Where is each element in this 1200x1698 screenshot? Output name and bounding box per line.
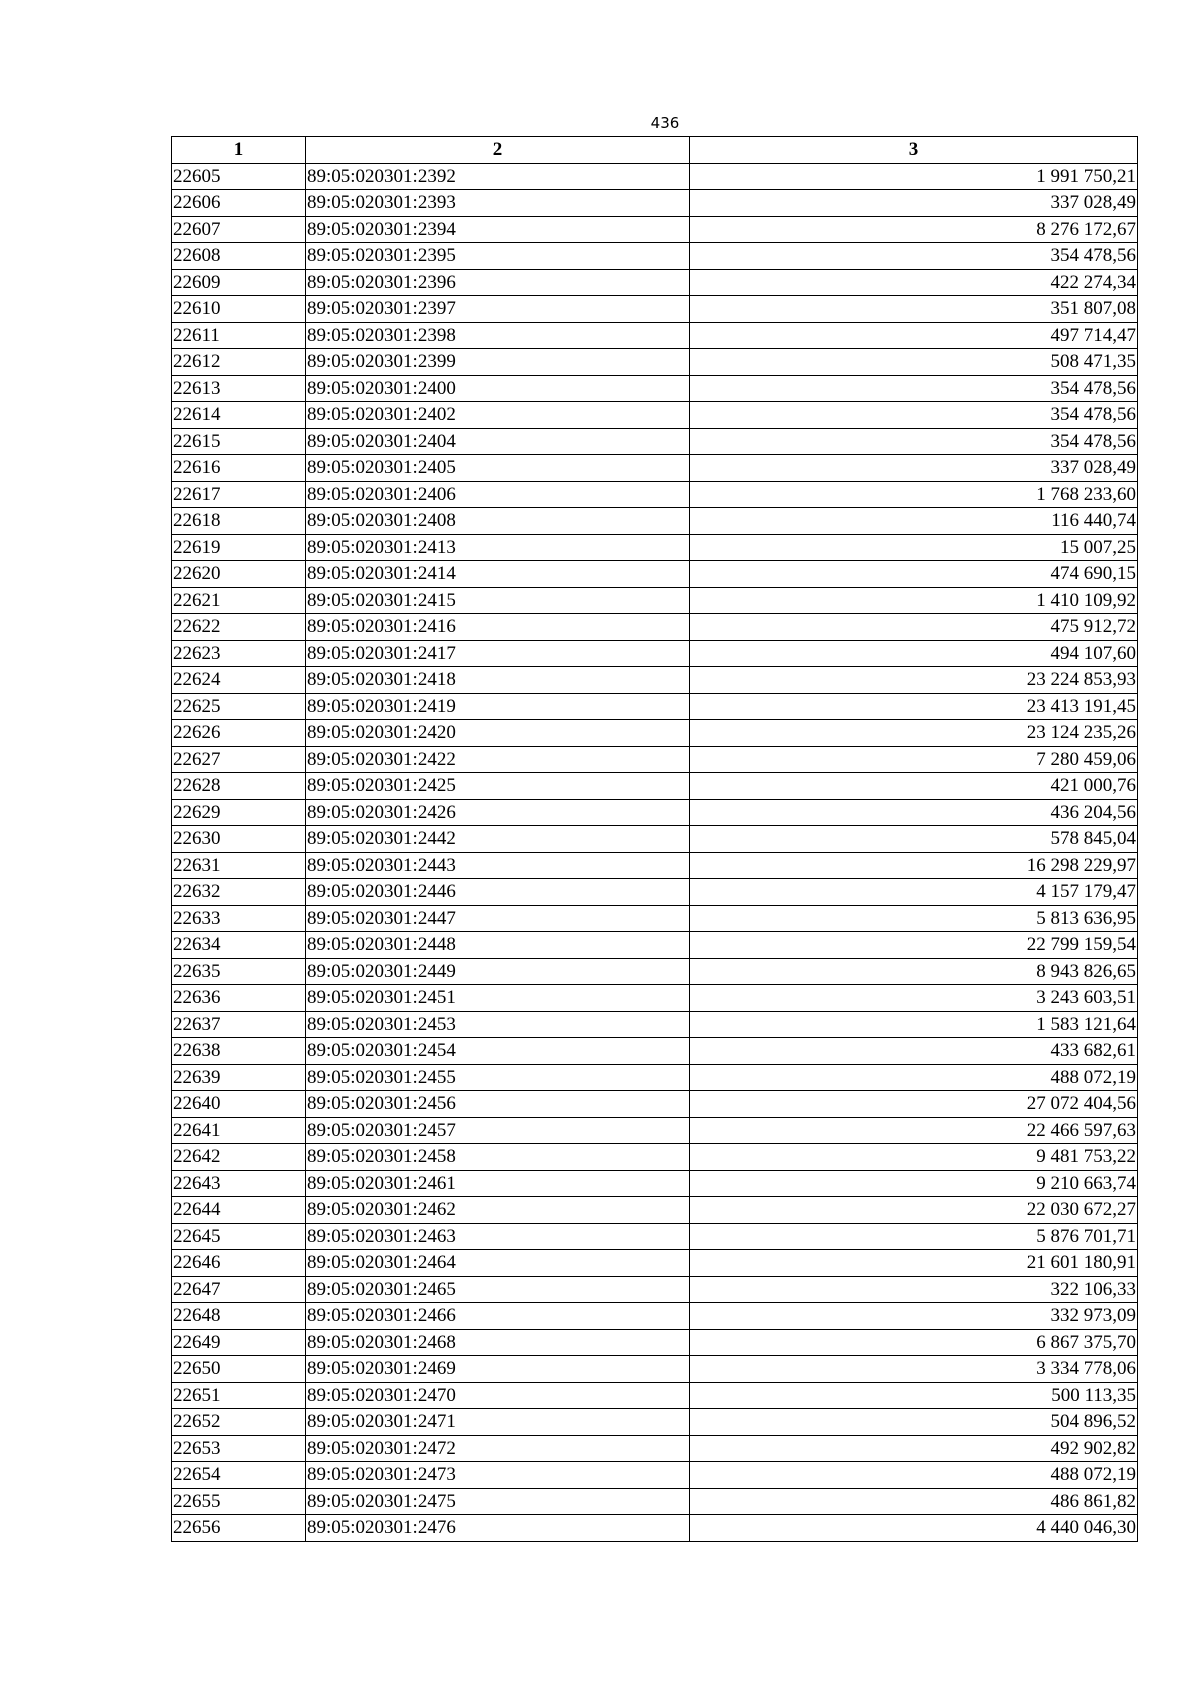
row-number-cell: 22605 xyxy=(172,163,306,190)
row-number-cell: 22632 xyxy=(172,879,306,906)
cadastral-value-cell: 23 224 853,93 xyxy=(690,667,1138,694)
cadastral-number-cell: 89:05:020301:2399 xyxy=(306,349,690,376)
cadastral-value-cell: 475 912,72 xyxy=(690,614,1138,641)
table-row xyxy=(172,428,1138,455)
cadastral-number-cell: 89:05:020301:2420 xyxy=(306,720,690,747)
cadastral-value-cell: 5 813 636,95 xyxy=(690,905,1138,932)
row-number-cell: 22629 xyxy=(172,799,306,826)
cadastral-value-cell: 5 876 701,71 xyxy=(690,1223,1138,1250)
row-number-cell: 22609 xyxy=(172,269,306,296)
row-number-cell: 22655 xyxy=(172,1488,306,1515)
table-header-row xyxy=(172,137,1138,164)
cadastral-number-cell: 89:05:020301:2396 xyxy=(306,269,690,296)
row-number-cell: 22620 xyxy=(172,561,306,588)
table-row xyxy=(172,1276,1138,1303)
table-row xyxy=(172,826,1138,853)
cadastral-number-cell: 89:05:020301:2455 xyxy=(306,1064,690,1091)
table-row xyxy=(172,667,1138,694)
table-row xyxy=(172,1144,1138,1171)
cadastral-number-cell: 89:05:020301:2395 xyxy=(306,243,690,270)
cadastral-value-cell: 116 440,74 xyxy=(690,508,1138,535)
cadastral-value-cell: 1 583 121,64 xyxy=(690,1011,1138,1038)
table-row xyxy=(172,1250,1138,1277)
table-row xyxy=(172,1515,1138,1542)
cadastral-value-cell: 488 072,19 xyxy=(690,1462,1138,1489)
cadastral-value-cell: 497 714,47 xyxy=(690,322,1138,349)
cadastral-number-cell: 89:05:020301:2442 xyxy=(306,826,690,853)
table-row xyxy=(172,614,1138,641)
table-row xyxy=(172,1038,1138,1065)
cadastral-number-cell: 89:05:020301:2425 xyxy=(306,773,690,800)
table-row xyxy=(172,985,1138,1012)
cadastral-value-cell: 4 157 179,47 xyxy=(690,879,1138,906)
cadastral-number-cell: 89:05:020301:2454 xyxy=(306,1038,690,1065)
table-row xyxy=(172,879,1138,906)
cadastral-value-cell: 337 028,49 xyxy=(690,455,1138,482)
cadastral-number-cell: 89:05:020301:2397 xyxy=(306,296,690,323)
cadastral-number-cell: 89:05:020301:2416 xyxy=(306,614,690,641)
row-number-cell: 22622 xyxy=(172,614,306,641)
cadastral-value-cell: 337 028,49 xyxy=(690,190,1138,217)
cadastral-number-cell: 89:05:020301:2418 xyxy=(306,667,690,694)
table-row xyxy=(172,349,1138,376)
row-number-cell: 22646 xyxy=(172,1250,306,1277)
cadastral-number-cell: 89:05:020301:2405 xyxy=(306,455,690,482)
cadastral-value-cell: 1 991 750,21 xyxy=(690,163,1138,190)
cadastral-number-cell: 89:05:020301:2473 xyxy=(306,1462,690,1489)
table-row xyxy=(172,587,1138,614)
row-number-cell: 22630 xyxy=(172,826,306,853)
cadastral-number-cell: 89:05:020301:2415 xyxy=(306,587,690,614)
table-row xyxy=(172,296,1138,323)
row-number-cell: 22617 xyxy=(172,481,306,508)
cadastral-number-cell: 89:05:020301:2470 xyxy=(306,1382,690,1409)
cadastral-value-cell: 22 466 597,63 xyxy=(690,1117,1138,1144)
cadastral-value-cell: 27 072 404,56 xyxy=(690,1091,1138,1118)
row-number-cell: 22649 xyxy=(172,1329,306,1356)
table-row xyxy=(172,773,1138,800)
table-row xyxy=(172,402,1138,429)
table-row xyxy=(172,1117,1138,1144)
cadastral-number-cell: 89:05:020301:2393 xyxy=(306,190,690,217)
row-number-cell: 22619 xyxy=(172,534,306,561)
cadastral-value-cell: 354 478,56 xyxy=(690,243,1138,270)
row-number-cell: 22607 xyxy=(172,216,306,243)
cadastral-value-cell: 332 973,09 xyxy=(690,1303,1138,1330)
table-row xyxy=(172,1488,1138,1515)
cadastral-value-cell: 433 682,61 xyxy=(690,1038,1138,1065)
row-number-cell: 22606 xyxy=(172,190,306,217)
table-row xyxy=(172,1462,1138,1489)
cadastral-value-cell: 508 471,35 xyxy=(690,349,1138,376)
cadastral-number-cell: 89:05:020301:2447 xyxy=(306,905,690,932)
table-row xyxy=(172,322,1138,349)
cadastral-number-cell: 89:05:020301:2456 xyxy=(306,1091,690,1118)
table-row xyxy=(172,1435,1138,1462)
cadastral-value-cell: 22 799 159,54 xyxy=(690,932,1138,959)
cadastral-number-cell: 89:05:020301:2406 xyxy=(306,481,690,508)
cadastral-number-cell: 89:05:020301:2451 xyxy=(306,985,690,1012)
cadastral-value-cell: 474 690,15 xyxy=(690,561,1138,588)
table-row xyxy=(172,455,1138,482)
cadastral-number-cell: 89:05:020301:2398 xyxy=(306,322,690,349)
cadastral-value-table xyxy=(171,136,1138,1542)
row-number-cell: 22621 xyxy=(172,587,306,614)
table-row xyxy=(172,269,1138,296)
page-number: 436 xyxy=(650,114,680,132)
table-row xyxy=(172,746,1138,773)
cadastral-number-cell: 89:05:020301:2472 xyxy=(306,1435,690,1462)
row-number-cell: 22642 xyxy=(172,1144,306,1171)
cadastral-number-cell: 89:05:020301:2419 xyxy=(306,693,690,720)
cadastral-number-cell: 89:05:020301:2448 xyxy=(306,932,690,959)
table-row xyxy=(172,1382,1138,1409)
row-number-cell: 22635 xyxy=(172,958,306,985)
table-row xyxy=(172,481,1138,508)
cadastral-number-cell: 89:05:020301:2414 xyxy=(306,561,690,588)
row-number-cell: 22626 xyxy=(172,720,306,747)
row-number-cell: 22628 xyxy=(172,773,306,800)
cadastral-number-cell: 89:05:020301:2465 xyxy=(306,1276,690,1303)
cadastral-value-cell: 22 030 672,27 xyxy=(690,1197,1138,1224)
cadastral-number-cell: 89:05:020301:2446 xyxy=(306,879,690,906)
cadastral-value-cell: 500 113,35 xyxy=(690,1382,1138,1409)
cadastral-value-cell: 421 000,76 xyxy=(690,773,1138,800)
cadastral-value-cell: 21 601 180,91 xyxy=(690,1250,1138,1277)
table-row xyxy=(172,1064,1138,1091)
table-row xyxy=(172,190,1138,217)
row-number-cell: 22612 xyxy=(172,349,306,376)
table-row xyxy=(172,1303,1138,1330)
cadastral-value-cell: 322 106,33 xyxy=(690,1276,1138,1303)
cadastral-value-cell: 422 274,34 xyxy=(690,269,1138,296)
table-row xyxy=(172,375,1138,402)
row-number-cell: 22610 xyxy=(172,296,306,323)
cadastral-number-cell: 89:05:020301:2458 xyxy=(306,1144,690,1171)
cadastral-value-cell: 23 413 191,45 xyxy=(690,693,1138,720)
cadastral-value-cell: 486 861,82 xyxy=(690,1488,1138,1515)
row-number-cell: 22625 xyxy=(172,693,306,720)
column-header-1: 1 xyxy=(172,137,306,164)
table-row xyxy=(172,561,1138,588)
row-number-cell: 22656 xyxy=(172,1515,306,1542)
cadastral-value-cell: 8 943 826,65 xyxy=(690,958,1138,985)
cadastral-number-cell: 89:05:020301:2476 xyxy=(306,1515,690,1542)
table-row xyxy=(172,216,1138,243)
column-header-3: 3 xyxy=(690,137,1138,164)
row-number-cell: 22614 xyxy=(172,402,306,429)
table-row xyxy=(172,1011,1138,1038)
row-number-cell: 22637 xyxy=(172,1011,306,1038)
cadastral-value-cell: 23 124 235,26 xyxy=(690,720,1138,747)
row-number-cell: 22623 xyxy=(172,640,306,667)
row-number-cell: 22608 xyxy=(172,243,306,270)
table-row xyxy=(172,508,1138,535)
cadastral-number-cell: 89:05:020301:2471 xyxy=(306,1409,690,1436)
cadastral-value-cell: 9 481 753,22 xyxy=(690,1144,1138,1171)
table-row xyxy=(172,243,1138,270)
cadastral-value-cell: 504 896,52 xyxy=(690,1409,1138,1436)
cadastral-number-cell: 89:05:020301:2404 xyxy=(306,428,690,455)
row-number-cell: 22613 xyxy=(172,375,306,402)
table-row xyxy=(172,640,1138,667)
row-number-cell: 22618 xyxy=(172,508,306,535)
cadastral-number-cell: 89:05:020301:2449 xyxy=(306,958,690,985)
cadastral-value-cell: 1 410 109,92 xyxy=(690,587,1138,614)
table-row xyxy=(172,1409,1138,1436)
table-row xyxy=(172,1170,1138,1197)
row-number-cell: 22650 xyxy=(172,1356,306,1383)
row-number-cell: 22653 xyxy=(172,1435,306,1462)
cadastral-value-cell: 6 867 375,70 xyxy=(690,1329,1138,1356)
cadastral-value-cell: 354 478,56 xyxy=(690,428,1138,455)
row-number-cell: 22641 xyxy=(172,1117,306,1144)
table-row xyxy=(172,163,1138,190)
cadastral-number-cell: 89:05:020301:2426 xyxy=(306,799,690,826)
cadastral-number-cell: 89:05:020301:2466 xyxy=(306,1303,690,1330)
cadastral-value-cell: 488 072,19 xyxy=(690,1064,1138,1091)
table-row xyxy=(172,720,1138,747)
row-number-cell: 22645 xyxy=(172,1223,306,1250)
cadastral-number-cell: 89:05:020301:2392 xyxy=(306,163,690,190)
cadastral-value-cell: 494 107,60 xyxy=(690,640,1138,667)
cadastral-value-cell: 15 007,25 xyxy=(690,534,1138,561)
cadastral-number-cell: 89:05:020301:2453 xyxy=(306,1011,690,1038)
row-number-cell: 22643 xyxy=(172,1170,306,1197)
cadastral-number-cell: 89:05:020301:2443 xyxy=(306,852,690,879)
cadastral-number-cell: 89:05:020301:2475 xyxy=(306,1488,690,1515)
row-number-cell: 22615 xyxy=(172,428,306,455)
cadastral-value-cell: 3 243 603,51 xyxy=(690,985,1138,1012)
cadastral-number-cell: 89:05:020301:2464 xyxy=(306,1250,690,1277)
row-number-cell: 22651 xyxy=(172,1382,306,1409)
cadastral-number-cell: 89:05:020301:2417 xyxy=(306,640,690,667)
cadastral-value-cell: 3 334 778,06 xyxy=(690,1356,1138,1383)
table-row xyxy=(172,1223,1138,1250)
cadastral-value-cell: 4 440 046,30 xyxy=(690,1515,1138,1542)
cadastral-number-cell: 89:05:020301:2463 xyxy=(306,1223,690,1250)
table-body xyxy=(172,163,1138,1541)
row-number-cell: 22652 xyxy=(172,1409,306,1436)
row-number-cell: 22638 xyxy=(172,1038,306,1065)
cadastral-value-cell: 492 902,82 xyxy=(690,1435,1138,1462)
row-number-cell: 22611 xyxy=(172,322,306,349)
cadastral-number-cell: 89:05:020301:2402 xyxy=(306,402,690,429)
row-number-cell: 22644 xyxy=(172,1197,306,1224)
cadastral-number-cell: 89:05:020301:2461 xyxy=(306,1170,690,1197)
cadastral-number-cell: 89:05:020301:2408 xyxy=(306,508,690,535)
cadastral-value-cell: 354 478,56 xyxy=(690,402,1138,429)
row-number-cell: 22640 xyxy=(172,1091,306,1118)
row-number-cell: 22647 xyxy=(172,1276,306,1303)
table-row xyxy=(172,932,1138,959)
row-number-cell: 22616 xyxy=(172,455,306,482)
row-number-cell: 22633 xyxy=(172,905,306,932)
cadastral-number-cell: 89:05:020301:2413 xyxy=(306,534,690,561)
cadastral-value-cell: 436 204,56 xyxy=(690,799,1138,826)
row-number-cell: 22624 xyxy=(172,667,306,694)
row-number-cell: 22639 xyxy=(172,1064,306,1091)
cadastral-value-cell: 354 478,56 xyxy=(690,375,1138,402)
cadastral-number-cell: 89:05:020301:2462 xyxy=(306,1197,690,1224)
table-row xyxy=(172,1329,1138,1356)
row-number-cell: 22654 xyxy=(172,1462,306,1489)
cadastral-number-cell: 89:05:020301:2468 xyxy=(306,1329,690,1356)
cadastral-value-cell: 351 807,08 xyxy=(690,296,1138,323)
table-row xyxy=(172,693,1138,720)
cadastral-number-cell: 89:05:020301:2469 xyxy=(306,1356,690,1383)
cadastral-value-cell: 7 280 459,06 xyxy=(690,746,1138,773)
cadastral-number-cell: 89:05:020301:2422 xyxy=(306,746,690,773)
row-number-cell: 22648 xyxy=(172,1303,306,1330)
cadastral-number-cell: 89:05:020301:2457 xyxy=(306,1117,690,1144)
table-row xyxy=(172,534,1138,561)
table-row xyxy=(172,958,1138,985)
table-row xyxy=(172,799,1138,826)
cadastral-number-cell: 89:05:020301:2394 xyxy=(306,216,690,243)
table-row xyxy=(172,1356,1138,1383)
column-header-2: 2 xyxy=(306,137,690,164)
row-number-cell: 22631 xyxy=(172,852,306,879)
table-row xyxy=(172,852,1138,879)
table-row xyxy=(172,1091,1138,1118)
cadastral-value-cell: 8 276 172,67 xyxy=(690,216,1138,243)
cadastral-value-cell: 16 298 229,97 xyxy=(690,852,1138,879)
row-number-cell: 22627 xyxy=(172,746,306,773)
row-number-cell: 22636 xyxy=(172,985,306,1012)
table-row xyxy=(172,1197,1138,1224)
cadastral-value-cell: 9 210 663,74 xyxy=(690,1170,1138,1197)
table-row xyxy=(172,905,1138,932)
cadastral-value-cell: 1 768 233,60 xyxy=(690,481,1138,508)
row-number-cell: 22634 xyxy=(172,932,306,959)
cadastral-number-cell: 89:05:020301:2400 xyxy=(306,375,690,402)
cadastral-value-cell: 578 845,04 xyxy=(690,826,1138,853)
